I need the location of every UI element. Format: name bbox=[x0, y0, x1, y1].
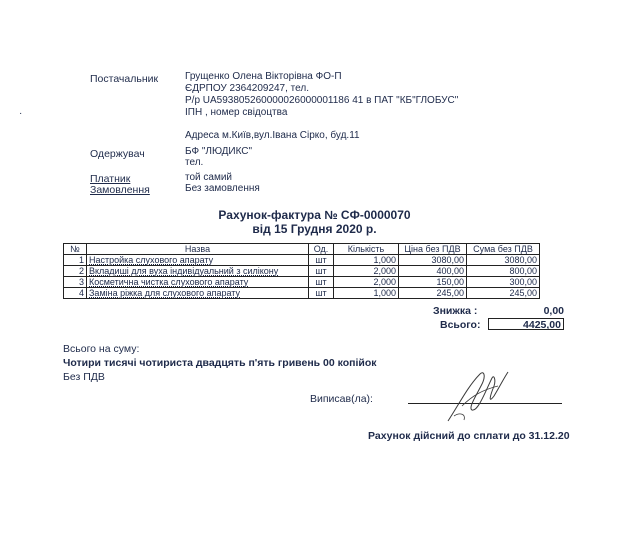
supplier-name: Грущенко Олена Вікторівна ФО-П bbox=[185, 71, 342, 82]
signed-by-label: Виписав(ла): bbox=[310, 393, 373, 405]
row-number: 3 bbox=[64, 277, 87, 288]
recipient-name: БФ "ЛЮДИКС" bbox=[185, 146, 253, 157]
table-row bbox=[64, 255, 540, 266]
col-header-sum: Сума без ПДВ bbox=[467, 244, 540, 255]
margin-dot: · bbox=[19, 108, 23, 119]
table-row bbox=[64, 288, 540, 299]
supplier-label: Постачальник bbox=[90, 73, 159, 85]
col-header-number: № bbox=[64, 244, 87, 255]
row-qty: 2,000 bbox=[334, 266, 399, 277]
supplier-account: Р/р UA593805260000026000001186 41 в ПАТ "КБ"ГЛОБУС" bbox=[185, 95, 459, 106]
row-name: Заміна ріжка для слухового апарату bbox=[87, 288, 309, 299]
row-name: Настройка слухового апарату bbox=[87, 255, 309, 266]
col-header-unit: Од. bbox=[309, 244, 334, 255]
payer-value: той самий bbox=[185, 172, 233, 183]
row-sum: 3080,00 bbox=[467, 255, 540, 266]
recipient-phone: тел. bbox=[185, 157, 204, 168]
payer-label: Платник bbox=[90, 173, 131, 185]
sum-in-words: Чотири тисячі чотириста двадцять п'ять гривень 00 копійок bbox=[63, 357, 377, 369]
supplier-ipn: ІПН , номер свідоцтва bbox=[185, 107, 288, 118]
row-price: 150,00 bbox=[399, 277, 467, 288]
discount-value: 0,00 bbox=[543, 305, 564, 317]
row-sum: 245,00 bbox=[467, 288, 540, 299]
row-name: Вкладиші для вуха індивідуальний з силіконy bbox=[87, 266, 309, 277]
order-label: Замовлення bbox=[90, 184, 150, 196]
col-header-price: Ціна без ПДВ bbox=[399, 244, 467, 255]
row-price: 3080,00 bbox=[399, 255, 467, 266]
col-header-name: Назва bbox=[87, 244, 309, 255]
row-price: 400,00 bbox=[399, 266, 467, 277]
supplier-edrpou: ЄДРПОУ 2364209247, тел. bbox=[185, 83, 309, 94]
invoice-title: Рахунок-фактура № СФ-0000070 bbox=[218, 208, 411, 222]
row-number: 1 bbox=[64, 255, 87, 266]
row-unit: шт bbox=[309, 288, 334, 299]
invoice-date: від 15 Грудня 2020 р. bbox=[252, 222, 377, 236]
sum-label: Всього на суму: bbox=[63, 343, 140, 355]
row-qty: 1,000 bbox=[334, 255, 399, 266]
table-header-row bbox=[64, 244, 540, 255]
row-number: 4 bbox=[64, 288, 87, 299]
row-unit: шт bbox=[309, 277, 334, 288]
row-qty: 1,000 bbox=[334, 288, 399, 299]
row-unit: шт bbox=[309, 266, 334, 277]
row-sum: 300,00 bbox=[467, 277, 540, 288]
table-row bbox=[64, 266, 540, 277]
col-header-qty: Кількість bbox=[334, 244, 399, 255]
total-value: 4425,00 bbox=[488, 318, 564, 330]
discount-label: Знижка : bbox=[433, 305, 478, 317]
vat-note: Без ПДВ bbox=[63, 371, 105, 383]
validity-note: Рахунок дійсний до сплати до 31.12.20 bbox=[368, 430, 570, 442]
row-qty: 2,000 bbox=[334, 277, 399, 288]
recipient-label: Одержувач bbox=[90, 148, 145, 160]
supplier-address: Адреса м.Київ,вул.Івана Сірко, буд.11 bbox=[185, 130, 360, 141]
handwritten-signature bbox=[438, 366, 518, 426]
total-label: Всього: bbox=[440, 319, 481, 331]
row-unit: шт bbox=[309, 255, 334, 266]
row-sum: 800,00 bbox=[467, 266, 540, 277]
order-value: Без замовлення bbox=[185, 183, 260, 194]
items-table bbox=[63, 243, 540, 299]
row-number: 2 bbox=[64, 266, 87, 277]
row-price: 245,00 bbox=[399, 288, 467, 299]
row-name: Косметична чистка слухового апарату bbox=[87, 277, 309, 288]
table-row bbox=[64, 277, 540, 288]
